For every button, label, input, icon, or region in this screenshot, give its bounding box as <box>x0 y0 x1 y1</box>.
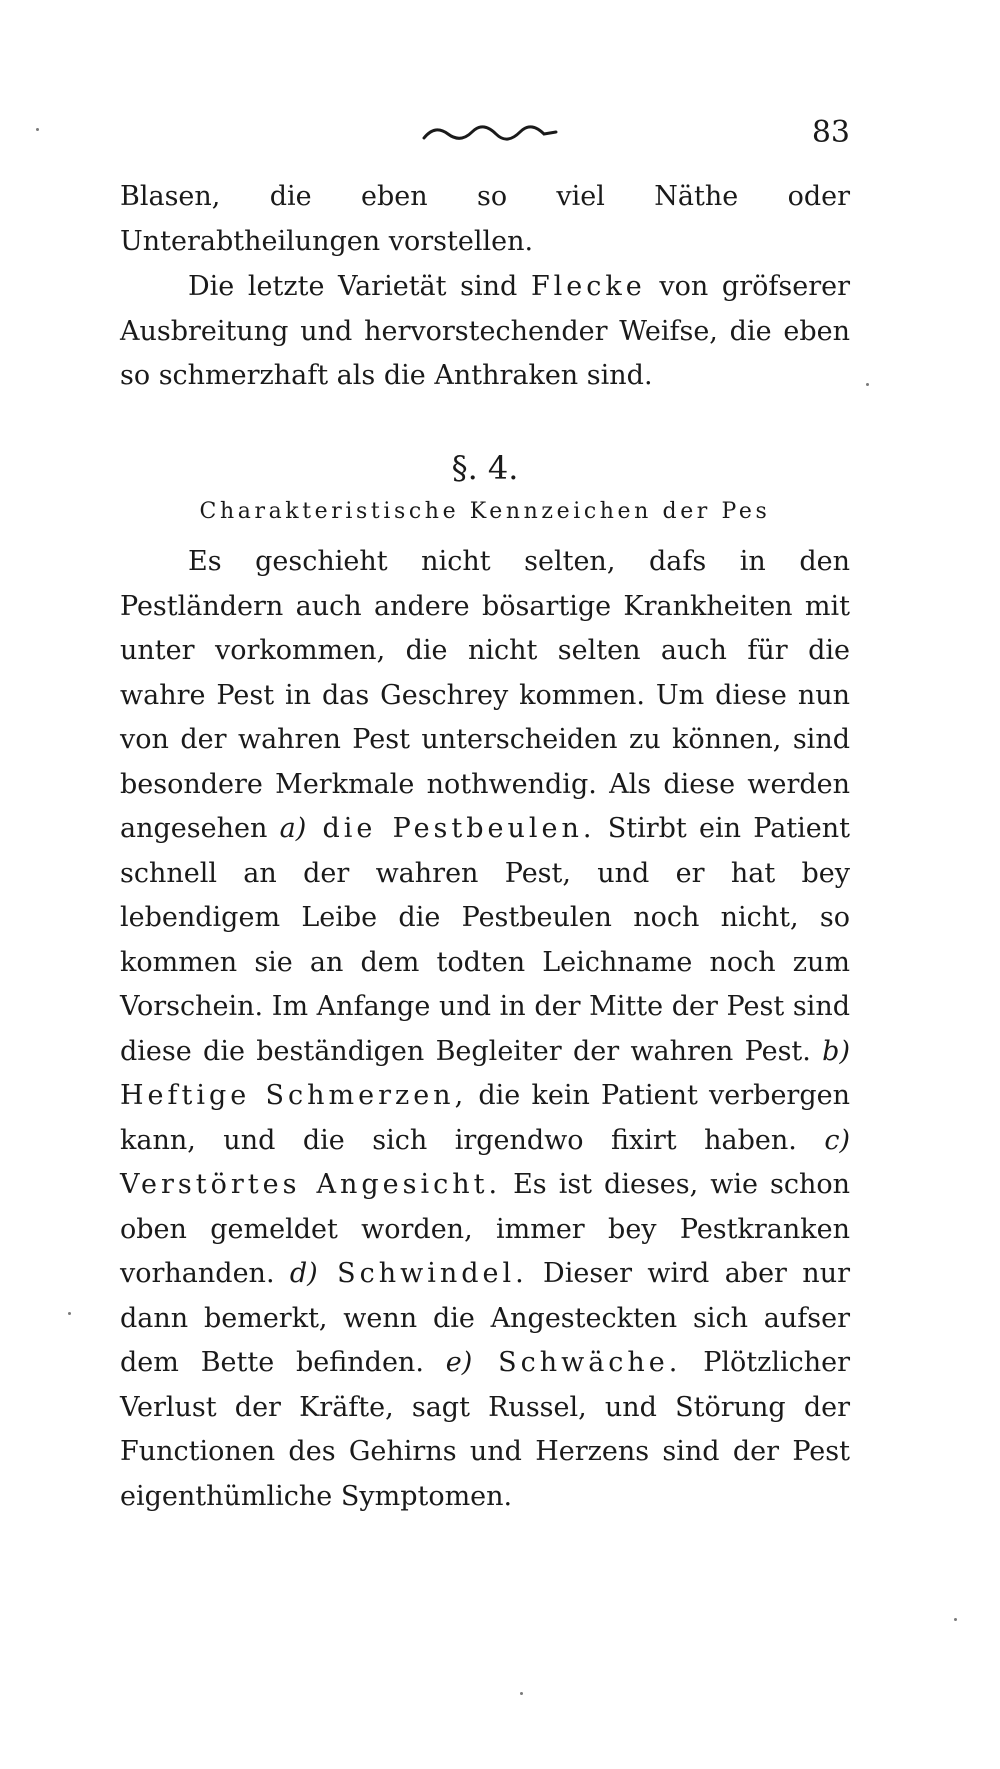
emphasized-term: Heftige Schmerzen, <box>120 1080 468 1111</box>
section-number: §. 4. <box>451 449 519 487</box>
paragraph-text: Blasen, die eben so viel Näthe oder Unterabtheilungen vorstellen. <box>120 181 850 257</box>
paragraph-text: Es ist dieses, wie schon oben gemeldet worden, immer bey Pestkranken vorhanden. <box>120 1169 851 1289</box>
wavy-rule-ornament-icon <box>420 120 560 146</box>
paper-speck <box>866 383 869 386</box>
paragraph-continuation <box>120 175 850 264</box>
emphasized-term: die Pestbeulen. <box>306 813 596 844</box>
paragraph-kennzeichen <box>120 540 850 1519</box>
list-marker: e) <box>445 1347 473 1378</box>
list-marker: a) <box>279 813 307 844</box>
paper-speck <box>520 1692 523 1695</box>
running-header <box>120 115 850 168</box>
paragraph-text: Die letzte Varietät sind <box>188 271 531 302</box>
paragraph-text: Stirbt ein Patient schnell an der wahren Pest, und er hat bey lebendigem Leibe die Pestbeulen noch nicht, so kommen sie an dem todten Leichname noch zum Vorschein. Im Anfange und in der Mitte der Pest sind diese die beständigen Begleiter der wahren Pest. <box>120 813 850 1067</box>
list-marker: b) <box>822 1035 850 1067</box>
emphasized-term: Schwindel. <box>317 1258 528 1289</box>
section-heading: Charakteristische Kennzeichen der Pes <box>199 499 771 524</box>
paragraph-text: von gröfserer Ausbreitung und hervorstechender Weifse, die eben so schmerzhaft als die Anthraken sind. <box>120 271 850 391</box>
paper-speck <box>68 1312 71 1315</box>
paragraph-text: Dieser wird aber nur dann bemerkt, wenn die Angesteckten sich aufser dem Bette befinden. <box>120 1258 850 1378</box>
paragraph-text: Plötzlicher Verlust der Kräfte, sagt Russel, und Störung der Functionen des Gehirns und Herzens sind der Pest eigenthümliche Symptomen. <box>120 1347 850 1512</box>
paragraph-varietaet <box>120 265 850 399</box>
paragraph-text: die kein Patient verbergen kann, und die sich irgendwo fixirt haben. <box>120 1080 850 1156</box>
paragraph-text: Es geschieht nicht selten, dafs in den Pestländern auch andere bösartige Krankheiten mit unter vorkommen, die nicht selten auch für die wahre Pest in das Geschrey kommen. Um diese nun von der wahren Pest unterscheiden zu können, sind besondere Merkmale nothwendig. Als diese werden angesehen <box>120 546 850 844</box>
emphasized-term: Verstörtes Angesicht. <box>120 1169 502 1200</box>
paper-speck <box>36 128 39 131</box>
list-marker: c) <box>824 1124 850 1156</box>
emphasized-term: Schwäche. <box>472 1347 682 1378</box>
page-number: 83 <box>811 115 850 150</box>
emphasized-term: Flecke <box>530 271 646 302</box>
list-marker: d) <box>289 1258 318 1289</box>
paper-speck <box>954 1618 957 1621</box>
